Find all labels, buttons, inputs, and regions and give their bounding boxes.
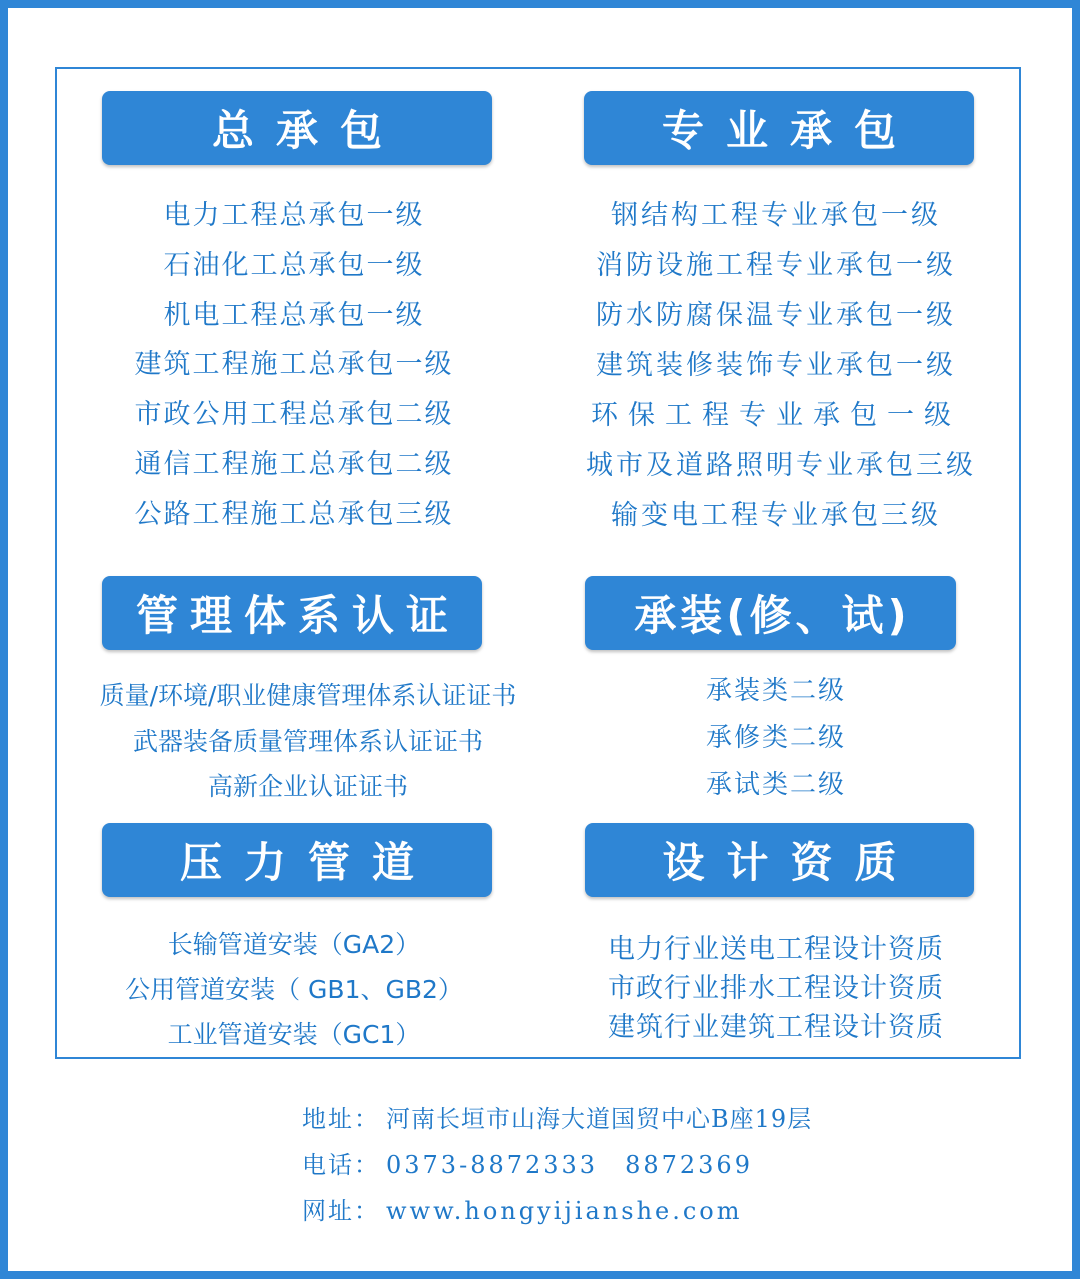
list-item: 电力工程总承包一级 <box>163 200 425 231</box>
list-item: 市政公用工程总承包二级 <box>134 399 454 431</box>
website-link[interactable]: www.hongyijianshe.com <box>386 1197 743 1225</box>
contact-info <box>302 1096 812 1234</box>
list-professional-contracting <box>586 191 976 541</box>
phone-line <box>302 1142 812 1188</box>
list-item: 长输管道安装（GA2） <box>167 930 421 959</box>
list-item: 石油化工总承包一级 <box>163 249 425 281</box>
list-item: 建筑行业建筑工程设计资质 <box>608 1012 944 1043</box>
list-item: 工业管道安装（GC1） <box>167 1020 421 1049</box>
list-item: 钢结构工程专业承包一级 <box>611 200 941 231</box>
list-item: 质量/环境/职业健康管理体系认证证书 <box>99 681 517 710</box>
list-item: 城市及道路照明专业承包三级 <box>586 450 976 481</box>
list-item: 承装类二级 <box>705 676 846 706</box>
list-item: 输变电工程专业承包三级 <box>611 500 941 531</box>
list-item: 建筑装修装饰专业承包一级 <box>596 350 956 381</box>
list-installation <box>586 668 966 809</box>
address-line <box>302 1096 812 1142</box>
list-item: 公路工程施工总承包三级 <box>134 498 454 530</box>
website-label: 网址： <box>302 1197 380 1225</box>
list-design-qualification <box>586 930 966 1047</box>
list-item: 武器装备质量管理体系认证证书 <box>132 726 483 756</box>
header-design-qualification: 设计资质 <box>585 823 974 897</box>
list-pressure-pipeline <box>104 922 484 1057</box>
header-pressure-pipeline: 压力管道 <box>102 823 492 897</box>
header-installation: 承装(修、试) <box>585 576 956 650</box>
list-item: 市政行业排水工程设计资质 <box>608 973 944 1004</box>
list-item: 防水防腐保温专业承包一级 <box>596 300 956 331</box>
list-item: 消防设施工程专业承包一级 <box>596 250 956 281</box>
address-value: 河南长垣市山海大道国贸中心B座19层 <box>386 1105 813 1133</box>
list-item: 通信工程施工总承包二级 <box>134 448 454 480</box>
website-line <box>302 1188 812 1234</box>
list-item: 电力行业送电工程设计资质 <box>608 934 944 965</box>
list-item: 机电工程总承包一级 <box>163 299 425 331</box>
header-management-certification: 管理体系认证 <box>102 576 482 650</box>
list-management-certification <box>68 673 548 810</box>
phone-label: 电话： <box>302 1151 380 1179</box>
list-item: 建筑工程施工总承包一级 <box>134 349 454 381</box>
list-item: 承修类二级 <box>705 723 846 753</box>
header-general-contracting: 总承包 <box>102 91 492 165</box>
list-item: 承试类二级 <box>705 770 846 800</box>
list-item: 环保工程专业承包一级 <box>591 400 961 431</box>
list-item: 公用管道安装（ GB1、GB2） <box>125 975 463 1004</box>
list-general-contracting <box>104 191 484 540</box>
phone-value: 0373-8872333 8872369 <box>386 1151 753 1179</box>
list-item: 高新企业认证证书 <box>207 772 408 801</box>
header-professional-contracting: 专业承包 <box>584 91 974 165</box>
address-label: 地址： <box>302 1105 380 1133</box>
